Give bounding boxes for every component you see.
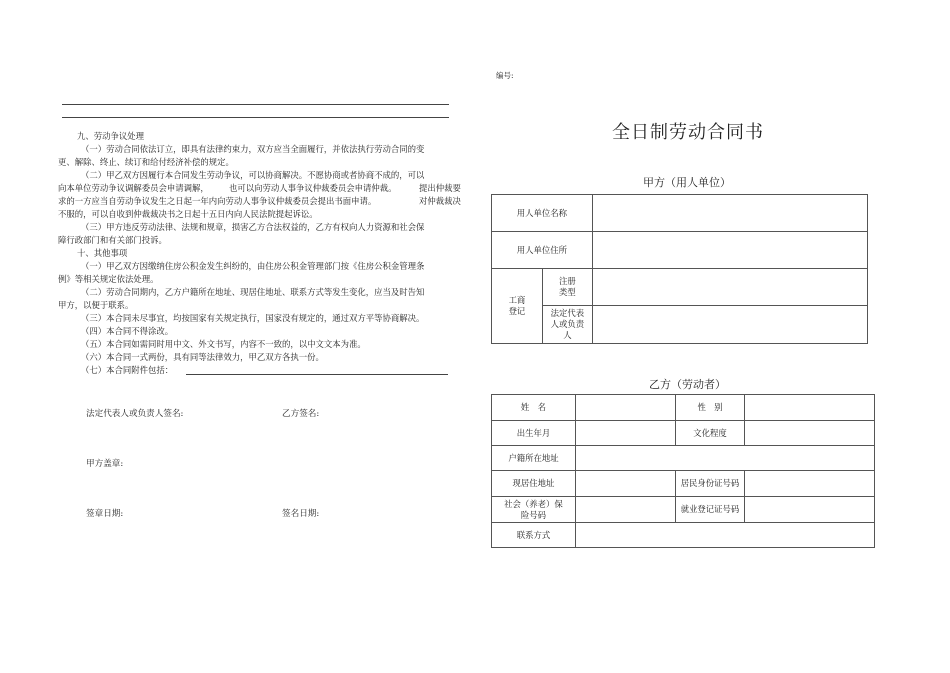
id-number-value[interactable] [745,471,875,497]
clause-line: （二）甲乙双方因履行本合同发生劳动争议，可以协商解决。不愿协商或者协商不成的，可以 [81,170,425,180]
legal-rep-value[interactable] [592,306,867,344]
name-value[interactable] [575,395,675,421]
unit-address-value[interactable] [592,232,867,269]
contact-value[interactable] [575,523,874,548]
contact-label: 联系方式 [492,523,576,548]
social-insurance-value[interactable] [575,497,675,523]
id-number-label: 居民身份证号码 [675,471,745,497]
clause-line: 九、劳动争议处理 [77,131,144,141]
education-label: 文化程度 [675,421,745,446]
clause-line: （二）劳动合同期内，乙方户籍所在地址、现居住地址、联系方式等发生变化，应当及时告知 [81,287,425,297]
clause-line: 例》等相关规定依法处理。 [58,274,159,284]
party-b-heading: 乙方（劳动者） [649,378,726,391]
party-a-table [491,194,868,344]
clause-line: （一）甲乙双方因缴纳住房公积金发生纠纷的，由住房公积金管理部门按《住房公积金管理条 [81,261,425,271]
employment-reg-label: 就业登记证号码 [675,497,745,523]
clause-line: （三）甲方违反劳动法律、法规和规章，损害乙方合法权益的，乙方有权向人力资源和社会保 [81,222,425,232]
clause-line: （六）本合同一式两份，具有同等法律效力，甲乙双方各执一份。 [81,352,324,362]
clause-line: 不服的，可以自收到仲裁裁决书之日起十五日内向人民法院提起诉讼。 [58,209,318,219]
unit-name-value[interactable] [592,195,867,232]
clause-line: 提出仲裁要 [419,183,461,193]
social-insurance-label: 社会（养老）保险号码 [492,497,576,523]
clause-line: （四）本合同不得涂改。 [81,326,174,336]
clause-line: 向本单位劳动争议调解委员会申请调解， [58,183,209,193]
top-rule-1 [62,104,449,105]
birth-value[interactable] [575,421,675,446]
gender-label: 性 别 [675,395,745,421]
hukou-value[interactable] [575,446,874,471]
birth-label: 出生年月 [492,421,576,446]
clause-line: （七）本合同附件包括： [81,365,174,375]
sign-date-label: 签名日期: [282,509,320,519]
seal-date-label: 签章日期: [86,509,124,519]
clause-line: （一）劳动合同依法订立，即具有法律约束力，双方应当全面履行，并依法执行劳动合同的变 [81,144,425,154]
attachment-line [186,374,448,375]
clause-line: （五）本合同如需同时用中文、外文书写，内容不一致的，以中文文本为准。 [81,339,366,349]
clause-line: 也可以向劳动人事争议仲裁委员会申请仲裁。 [229,183,397,193]
legal-rep-label: 法定代表人或负责人 [542,306,592,344]
top-rule-2 [62,117,449,118]
clause-line: 甲方，以便于联系。 [58,300,134,310]
name-label: 姓 名 [492,395,576,421]
clause-line: 十、其他事项 [77,248,128,258]
serial-number-label: 编号: [496,71,514,80]
reg-type-label: 注册类型 [542,269,592,306]
legal-rep-signature-label: 法定代表人或负责人签名: [86,409,184,419]
residence-value[interactable] [575,471,675,497]
employment-reg-value[interactable] [745,497,875,523]
residence-label: 现居住地址 [492,471,576,497]
contract-title: 全日制劳动合同书 [612,122,764,143]
reg-type-value[interactable] [592,269,867,306]
clause-line: 障行政部门和有关部门投诉。 [58,235,167,245]
party-a-seal-label: 甲方盖章: [86,459,124,469]
unit-address-label: 用人单位住所 [492,232,593,269]
education-value[interactable] [745,421,875,446]
party-a-heading: 甲方（用人单位） [643,176,731,189]
party-b-table [491,394,875,548]
registry-label: 工商登记 [492,269,543,344]
clause-line: （三）本合同未尽事宜，均按国家有关规定执行，国家没有规定的，通过双方平等协商解决。 [81,313,425,323]
unit-name-label: 用人单位名称 [492,195,593,232]
clause-line: 求的一方应当自劳动争议发生之日起一年内向劳动人事争议仲裁委员会提出书面申请。 [58,196,377,206]
party-b-signature-label: 乙方签名: [282,409,320,419]
hukou-label: 户籍所在地址 [492,446,576,471]
clause-line: 更、解除、终止、续订和给付经济补偿的规定。 [58,157,234,167]
gender-value[interactable] [745,395,875,421]
clause-line: 对仲裁裁决 [419,196,461,206]
